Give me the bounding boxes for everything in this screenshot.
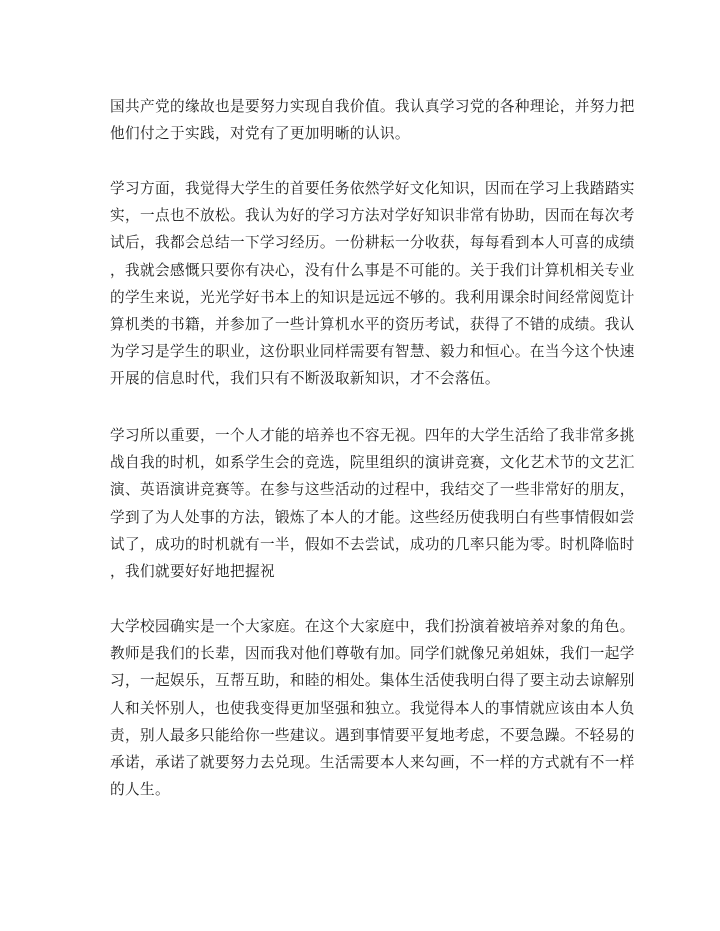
text-line: 开展的信息时代，我们只有不断汲取新知识，才不会落伍。 bbox=[110, 370, 500, 388]
text-line: 国共产党的缘故也是要努力实现自我价值。我认真学习党的各种理论，并努力把 bbox=[110, 98, 635, 115]
text-line: 试后，我都会总结一下学习经历。一份耕耘一分收获，每每看到本人可喜的成绩 bbox=[110, 234, 635, 252]
text-line: 的人生。 bbox=[110, 781, 170, 799]
text-line: 学习所以重要，一个人才能的培养也不容无视。四年的大学生活给了我非常多挑 bbox=[110, 427, 635, 444]
text-line: 承诺，承诺了就要努力去兑现。生活需要本人来勾画，不一样的方式就有不一样 bbox=[110, 754, 635, 772]
text-line: 学到了为人处事的方法，锻炼了本人的才能。这些经历使我明白有些事情假如尝 bbox=[110, 508, 635, 526]
text-line: 教师是我们的长辈，因而我对他们尊敬有加。同学们就像兄弟姐妹，我们一起学 bbox=[110, 645, 635, 663]
text-line: ，我就会感慨只要你有决心，没有什么事是不可能的。关于我们计算机相关专业 bbox=[110, 261, 635, 279]
text-line: 的学生来说，光光学好书本上的知识是远远不够的。我利用课余时间经常阅览计 bbox=[110, 288, 635, 306]
text-line: 为学习是学生的职业，这份职业同样需要有智慧、毅力和恒心。在当今这个快速 bbox=[110, 343, 635, 361]
text-line: 他们付之于实践，对党有了更加明晰的认识。 bbox=[110, 125, 410, 143]
text-line: 责，别人最多只能给你一些建议。遇到事情要平复地考虑，不要急躁。不轻易的 bbox=[110, 726, 635, 744]
paragraph-campus-family bbox=[110, 613, 635, 803]
paragraph-abilities bbox=[110, 422, 635, 585]
text-line: 大学校园确实是一个大家庭。在这个大家庭中，我们扮演着被培养对象的角色。 bbox=[110, 618, 635, 635]
text-line: 学习方面，我觉得大学生的首要任务依然学好文化知识，因而在学习上我踏踏实 bbox=[110, 180, 635, 197]
text-line: 人和关怀别人，也使我变得更加坚强和独立。我觉得本人的事情就应该由本人负 bbox=[110, 699, 635, 717]
text-line: 算机类的书籍，并参加了一些计算机水平的资历考试，获得了不错的成绩。我认 bbox=[110, 316, 635, 334]
text-line: 试了，成功的时机就有一半，假如不去尝试，成功的几率只能为零。时机降临时 bbox=[110, 535, 635, 553]
text-line: 实，一点也不放松。我认为好的学习方法对学好知识非常有协助，因而在每次考 bbox=[110, 207, 635, 225]
paragraph-party-belief bbox=[110, 93, 635, 147]
text-line: 习，一起娱乐，互帮互助，和睦的相处。集体生活使我明白得了要主动去谅解别 bbox=[110, 672, 635, 690]
text-line: 演、英语演讲竞赛等。在参与这些活动的过程中，我结交了一些非常好的朋友， bbox=[110, 481, 635, 499]
text-line: 战自我的时机，如系学生会的竞选，院里组织的演讲竞赛，文化艺术节的文艺汇 bbox=[110, 454, 635, 472]
text-line: ，我们就要好好地把握祝 bbox=[110, 563, 275, 581]
paragraph-study bbox=[110, 175, 635, 393]
